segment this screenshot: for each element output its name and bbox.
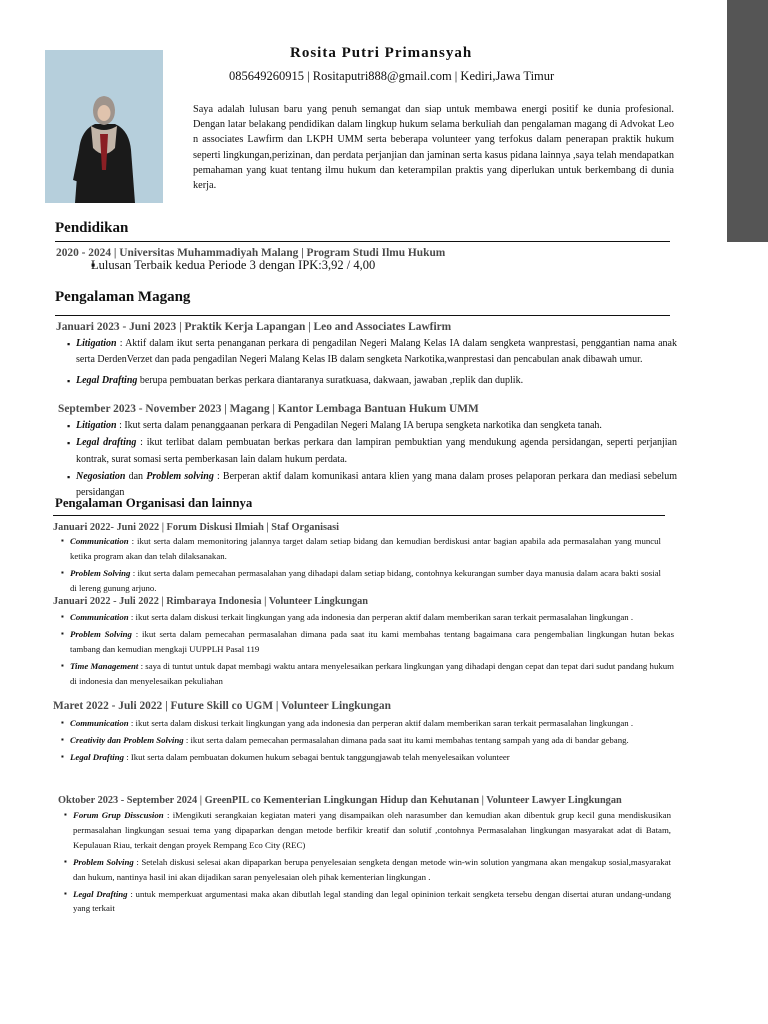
item-text: : Ikut serta dalam penanggaanan perkara di Pengadilan Negeri Malang IA berupa sengketa narkotika dan sengketa tanah.	[116, 420, 602, 431]
item-text: : iMengikuti serangkaian kegiatan materi yang disampaikan oleh narasumber dan kemudian akan dibentuk grup kecil guna mendiskusikan permasalahan lingkungan sesuai tema yang dipaparkan dengan metode berfikir kreatif dan solutif ,contohnya Permasalahan lingkungan masyarakat adat di Batam, Kepulauan Riau, terkait dengan proyek Rempang Eco City (REC)	[73, 810, 671, 850]
list-item	[70, 534, 661, 564]
item-text: : Setelah diskusi selesai akan dipaparkan berupa penyelesaian sengketa dengan metode win-win solution yangmana akan mengakup sosial,masyarakat dan hukum, nantinya hasil ini akan dijadikan saran penyelesaian oleh pihak kementerian lingkungan .	[73, 856, 671, 882]
item-text: : Berperan aktif dalam komunikasi antara klien yang mana dalam proses pelaporan perkara dan mediasi sebelum persidangan	[76, 470, 677, 499]
item-label: Problem Solving	[70, 567, 131, 578]
list-item	[70, 566, 661, 596]
item-text: berupa pembuatan berkas perkara diantaranya suratkuasa, dakwaan, jawaban ,replik dan duplik.	[137, 374, 524, 386]
list-item	[70, 750, 668, 765]
item-text: : ikut serta dalam diskusi terkait lingkungan yang ada indonesia dan perperan aktif dalam memberikan saran terkait permasalahan lingkungan .	[128, 718, 634, 728]
item-text: : ikut serta dalam diskusi terkait lingkungan yang ada indonesia dan perperan aktif dalam memberikan saran terkait permasalahan lingkungan .	[128, 612, 634, 622]
item-text: : ikut serta dalam pemecahan permasalahan dimana pada saat itu kami membahas tentang sampah yang ada di bandar gebang.	[183, 734, 629, 745]
list-item	[76, 336, 677, 369]
item-text: : untuk memperkuat argumentasi maka akan dibutlah legal standing dan legal opininion terkait sengketa tersebu dengan disertai aturan undang-undang yang terkait	[73, 888, 671, 914]
item-text: : ikut terlibat dalam pembuatan berkas perkara dan lampiran pembuktian yang mendukung agenda persidangan, seperti perjanjian kontrak, surat somasi serta pemberkasan lain dalam hukum perdata.	[76, 437, 677, 465]
list-item	[73, 887, 671, 917]
item-text-mid: dan	[125, 470, 147, 482]
item-label: Creativity dan Problem Solving	[70, 734, 184, 745]
item-label: Communication	[70, 718, 129, 728]
item-label: Communication	[70, 612, 129, 622]
magang-entry-heading: Januari 2023 - Juni 2023 | Praktik Kerja Lapangan | Leo and Associates Lawfirm	[56, 321, 452, 333]
magang-entry-heading: September 2023 - November 2023 | Magang | Kantor Lembaga Bantuan Hukum UMM	[58, 403, 479, 415]
education-entry: 2020 - 2024 | Universitas Muhammadiyah Malang | Program Studi Ilmu Hukum	[56, 247, 446, 259]
list-item	[70, 627, 674, 657]
item-label: Litigation	[76, 338, 117, 349]
profile-summary: Saya adalah lulusan baru yang penuh semangat dan siap untuk membawa energi positif ke dunia profesional. Dengan latar belakang pendidikan dalam lingkup hukum selama berkuliah dan pengalaman magang di Advokat Leo n associates Lawfirm dan LKPH UMM serta beberapa volunteer yang terfokus dalam penerapan praktik hukum seperti lingkungan,perizinan, dan perdata perjanjian dan jaminan serta kasus pidana lainnya ,saya telah mendapatkan pemahaman yang kuat tentang ilmu hukum dan keterampilan praktis yang diperlukan untuk berkembang di dunia kerja.	[193, 104, 674, 192]
item-label: Problem Solving	[73, 856, 134, 867]
list-item	[70, 659, 674, 689]
list-item	[73, 855, 671, 885]
org-entry-list	[70, 716, 668, 767]
magang-entry-list	[76, 418, 677, 502]
education-bullet-text: Lulusan Terbaik kedua Periode 3 dengan IPK:3,92 / 4,00	[91, 258, 376, 272]
section-title-organisasi: Pengalaman Organisasi dan lainnya	[55, 496, 253, 510]
org-entry-heading: Januari 2022- Juni 2022 | Forum Diskusi Ilmiah | Staf Organisasi	[53, 522, 340, 533]
item-label: Problem Solving	[70, 628, 132, 639]
list-item	[91, 258, 651, 273]
section-title-pendidikan: Pendidikan	[55, 220, 129, 236]
item-label: Problem solving	[146, 470, 214, 482]
org-entry-heading: Maret 2022 - Juli 2022 | Future Skill co UGM | Volunteer Lingkungan	[53, 700, 391, 712]
item-label: Communication	[70, 536, 129, 546]
org-entry-heading: Januari 2022 - Juli 2022 | Rimbaraya Indonesia | Volunteer Lingkungan	[53, 596, 369, 607]
resume-name: Rosita Putri Primansyah	[290, 45, 473, 61]
item-label: Forum Grup Disscusion	[73, 810, 164, 820]
list-item	[70, 733, 668, 748]
section-divider	[53, 515, 665, 516]
item-label: Legal drafting	[76, 437, 137, 449]
org-entry-list	[70, 534, 661, 598]
item-text: : Aktif dalam ikut serta penanganan perkara di pengadilan Negeri Malang Kelas IA dalam sengketa wanprestasi, penggantian nama anak serta DerdenVerzet dan pada pengadilan Negeri Malang Kelas IB dalam sengketa Narkotika,wanprestasi dan pencabulan anak dibawah umur.	[76, 338, 677, 366]
item-label: Legal Drafting	[76, 374, 138, 386]
contact-info: 085649260915 | Rositaputri888@gmail.com | Kediri,Jawa Timur	[229, 69, 555, 83]
org-entry-heading: Oktober 2023 - September 2024 | GreenPIL co Kementerian Lingkungan Hidup dan Kehutanan | Volunteer Lawyer Lingkungan	[58, 795, 622, 806]
list-item	[76, 373, 677, 389]
item-label: Legal Drafting	[70, 751, 125, 762]
item-label: Legal Drafting	[73, 888, 128, 899]
org-entry-list	[73, 808, 671, 918]
list-item	[70, 716, 668, 731]
section-divider	[55, 315, 670, 316]
item-text: : ikut serta dalam pemecahan permasalahan yang dihadapi dalam setiap bidang, contohnya kekurangan sumber daya manusia dalam acara bakti sosial di lereng gunung arjuno.	[70, 567, 662, 593]
item-label: Litigation	[76, 420, 117, 431]
item-text: : saya di tuntut untuk dapat membagi waktu antara menyelesaikan perkara lingkungan yang dihadapi dengan cepat dan tepat dari sudut pandang hukum di indonesia dan menyelesaikan pekuliahan	[70, 660, 674, 686]
section-divider	[55, 241, 670, 242]
item-label: Time Management	[70, 660, 139, 671]
item-text: : ikut serta dalam pemecahan permasalahan dimana pada saat itu kami membahas tentang bagaimana cara pengembalian lingkungan hutan bekas tambang dan kemudian mengkaji UUPPLH Pasal 119	[70, 628, 675, 654]
list-item	[76, 418, 677, 434]
magang-entry-list	[76, 336, 677, 390]
item-text: : ikut serta dalam memonitoring jalannya target dalam setiap bidang dan kemudian berdiskusi antar bagian apabila ada permasalahan yang muncul ketika program akan dan telah dilaksanakan.	[70, 536, 661, 561]
list-item	[70, 610, 674, 625]
section-title-magang: Pengalaman Magang	[55, 289, 191, 305]
education-bullets	[91, 258, 651, 273]
item-label: Negosiation	[76, 470, 126, 482]
list-item	[76, 435, 677, 468]
scrollbar-thumb[interactable]	[727, 0, 768, 242]
org-entry-list	[70, 610, 674, 691]
item-text: : Ikut serta dalam pembuatan dokumen hukum sebagai bentuk tanggungjawab telah menyelesaikan volunteer	[124, 751, 510, 762]
list-item	[73, 808, 671, 853]
profile-photo	[45, 50, 163, 203]
